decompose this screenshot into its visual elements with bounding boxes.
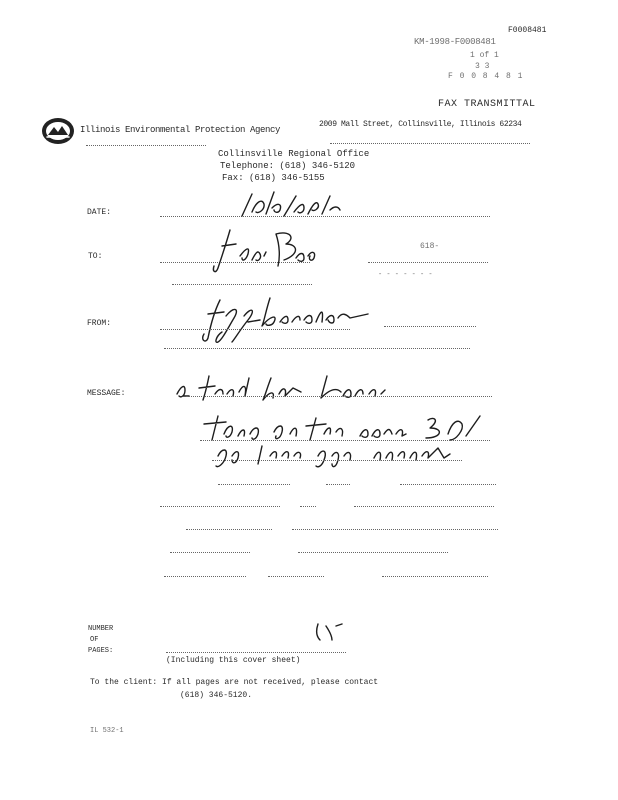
message-line-4c <box>400 484 496 485</box>
pages-note: (Including this cover sheet) <box>166 656 301 665</box>
header-rule-1 <box>86 145 206 146</box>
from-label: FROM: <box>87 319 112 328</box>
from-line-2 <box>164 348 470 349</box>
recipient-note-2: (618) 346-5120. <box>180 691 253 700</box>
pages-line <box>166 652 346 653</box>
bates-ref: KM-1998-F0008481 <box>414 37 496 47</box>
message-line-3 <box>212 460 462 461</box>
message-line-8c <box>382 576 488 577</box>
recipient-note-1: To the client: If all pages are not received, please contact <box>90 678 379 687</box>
pages-handwriting <box>312 620 348 649</box>
to-extra-2: - - - - - - - <box>378 271 433 279</box>
pages-label-2: OF <box>90 636 99 644</box>
date-label: DATE: <box>87 208 112 217</box>
to-label: TO: <box>88 252 103 261</box>
message-line-8a <box>164 576 246 577</box>
message-handwriting-1 <box>175 370 405 409</box>
office-name: Collinsville Regional Office <box>218 149 370 159</box>
message-line-6b <box>292 529 498 530</box>
message-line-1 <box>186 396 492 397</box>
bates-line-5: F 0 0 8 4 8 1 <box>448 72 524 81</box>
pages-label-3: PAGES: <box>88 647 114 655</box>
to-line-2 <box>172 284 312 285</box>
form-code: IL 532-1 <box>90 727 124 735</box>
message-line-7b <box>298 552 448 553</box>
message-line-4b <box>326 484 350 485</box>
from-line-left <box>160 329 350 330</box>
message-handwriting-3 <box>214 438 464 475</box>
message-line-5a <box>160 506 280 507</box>
message-line-8b <box>268 576 324 577</box>
message-line-6a <box>186 529 272 530</box>
agency-address: 2009 Mall Street, Collinsville, Illinois 62234 <box>319 120 522 129</box>
office-fax: Fax: (618) 346-5155 <box>222 173 325 183</box>
from-signature <box>200 292 375 349</box>
date-handwriting <box>238 190 353 225</box>
to-extra: 618- <box>420 242 440 251</box>
to-handwriting <box>212 226 332 283</box>
bates-line-3: 1 of 1 <box>470 51 499 60</box>
office-phone: Telephone: (618) 346-5120 <box>220 161 356 171</box>
pages-label-1: NUMBER <box>88 625 114 633</box>
message-label: MESSAGE: <box>87 389 126 398</box>
bates-line-4: 3 3 <box>475 62 490 71</box>
form-title: FAX TRANSMITTAL <box>438 99 536 110</box>
message-line-7a <box>170 552 250 553</box>
to-extra-line <box>368 262 488 263</box>
message-line-5c <box>354 506 494 507</box>
header-rule-2 <box>330 143 530 144</box>
message-line-5b <box>300 506 316 507</box>
agency-logo <box>40 116 76 146</box>
message-line-4a <box>218 484 290 485</box>
agency-name: Illinois Environmental Protection Agency <box>80 125 281 135</box>
bates-id: F0008481 <box>508 26 547 35</box>
from-line-right <box>384 326 476 327</box>
